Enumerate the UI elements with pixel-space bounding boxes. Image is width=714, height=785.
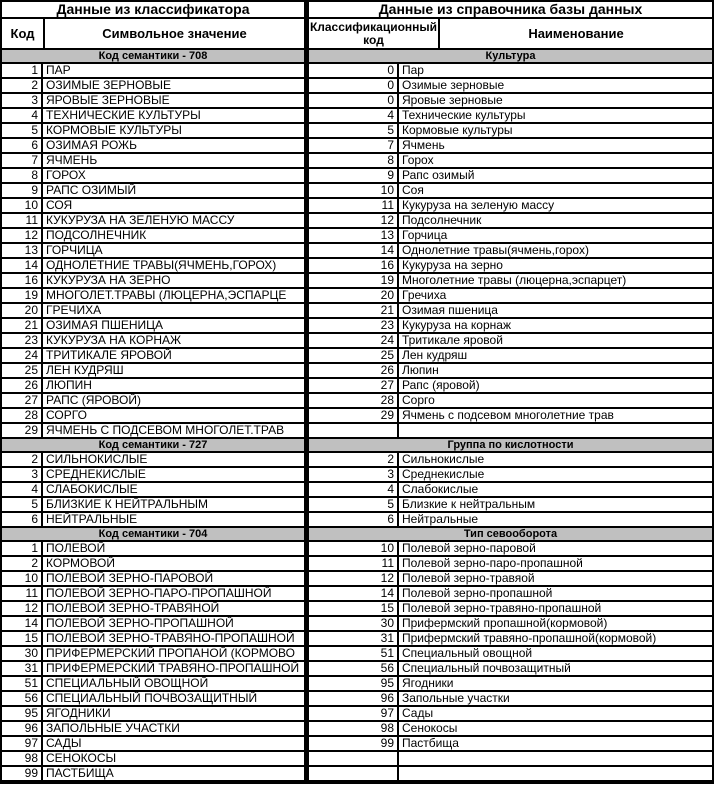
code-cell: 8	[2, 169, 43, 182]
code-cell: 23	[309, 319, 399, 332]
table-row[interactable]	[2, 692, 304, 707]
table-row[interactable]	[2, 319, 304, 334]
table-row[interactable]	[2, 184, 304, 199]
code-cell: 96	[2, 722, 43, 735]
table-row[interactable]	[309, 647, 712, 662]
code-cell: 98	[2, 752, 43, 765]
section-header: Код семантики - 708	[2, 50, 304, 64]
table-row[interactable]	[2, 767, 304, 782]
table-row[interactable]	[309, 109, 712, 124]
table-row[interactable]	[309, 617, 712, 632]
value-cell: КОРМОВЫЕ КУЛЬТУРЫ	[46, 124, 182, 137]
value-cell: ПРИФЕРМЕРСКИЙ ПРОПАНОЙ (КОРМОВО	[46, 647, 295, 660]
table-row[interactable]	[2, 289, 304, 304]
table-row[interactable]	[309, 662, 712, 677]
table-row[interactable]	[309, 244, 712, 259]
value-cell: Специальный почвозащитный	[402, 662, 571, 675]
table-row[interactable]	[2, 647, 304, 662]
code-cell: 11	[309, 557, 399, 570]
table-row[interactable]	[309, 632, 712, 647]
value-cell: ПОДСОЛНЕЧНИК	[46, 229, 147, 242]
table-row[interactable]	[2, 334, 304, 349]
value-cell: Полевой зерно-травяно-пропашной	[402, 602, 602, 615]
table-row[interactable]	[309, 184, 712, 199]
value-cell: СОЯ	[46, 199, 73, 212]
value-cell: Запольные участки	[402, 692, 510, 705]
value-cell: Специальный овощной	[402, 647, 533, 660]
value-cell: ЗАПОЛЬНЫЕ УЧАСТКИ	[46, 722, 180, 735]
table-row[interactable]	[2, 424, 304, 439]
value-cell: ПАСТБИЩА	[46, 767, 114, 780]
value-cell: ТРИТИКАЛЕ ЯРОВОЙ	[46, 349, 172, 362]
table-row[interactable]	[2, 722, 304, 737]
code-cell: 0	[309, 64, 399, 77]
table-row[interactable]	[309, 483, 712, 498]
table-row[interactable]	[309, 274, 712, 289]
database-panel-title: Данные из справочника базы данных	[309, 2, 712, 19]
table-row[interactable]	[309, 94, 712, 109]
value-cell: ЯГОДНИКИ	[46, 707, 111, 720]
table-row[interactable]	[2, 483, 304, 498]
value-cell: Люпин	[402, 364, 439, 377]
table-row[interactable]	[2, 632, 304, 647]
code-cell: 14	[309, 244, 399, 257]
value-cell: СИЛЬНОКИСЛЫЕ	[46, 453, 148, 466]
value-cell: Сорго	[402, 394, 435, 407]
code-cell: 7	[2, 154, 43, 167]
code-cell: 97	[309, 707, 399, 720]
code-cell: 24	[309, 334, 399, 347]
table-row[interactable]	[2, 154, 304, 169]
code-cell: 21	[2, 319, 43, 332]
code-cell: 11	[309, 199, 399, 212]
table-row[interactable]	[309, 722, 712, 737]
table-row[interactable]	[309, 124, 712, 139]
value-cell: ГОРОХ	[46, 169, 86, 182]
code-cell: 19	[2, 289, 43, 302]
code-cell: 10	[2, 199, 43, 212]
value-cell: Пастбища	[402, 737, 459, 750]
code-cell: 4	[309, 483, 399, 496]
code-cell: 13	[2, 244, 43, 257]
code-cell: 29	[2, 424, 43, 437]
table-row[interactable]	[2, 94, 304, 109]
value-cell: Кукуруза на корнаж	[402, 319, 511, 332]
value-cell: Ячмень	[402, 139, 445, 152]
value-cell: Прифермский травяно-пропашной(кормовой)	[402, 632, 657, 645]
value-cell: САДЫ	[46, 737, 82, 750]
value-cell: СОРГО	[46, 409, 87, 422]
value-cell: Озимая пшеница	[402, 304, 498, 317]
code-cell: 15	[2, 632, 43, 645]
code-cell: 27	[309, 379, 399, 392]
table-row[interactable]	[309, 364, 712, 379]
table-row[interactable]	[309, 557, 712, 572]
table-row[interactable]	[2, 677, 304, 692]
code-cell: 26	[309, 364, 399, 377]
code-cell: 96	[309, 692, 399, 705]
table-row[interactable]	[2, 124, 304, 139]
code-cell: 6	[2, 139, 43, 152]
table-row[interactable]	[2, 259, 304, 274]
table-row[interactable]	[2, 468, 304, 483]
value-cell: КУКУРУЗА НА ЗЕРНО	[46, 274, 171, 287]
code-cell: 29	[309, 409, 399, 422]
value-cell: ПОЛЕВОЙ ЗЕРНО-ТРАВЯНО-ПРОПАШНОЙ	[46, 632, 295, 645]
code-cell: 3	[309, 468, 399, 481]
table-row[interactable]	[2, 498, 304, 513]
value-cell: Пар	[402, 64, 424, 77]
table-row[interactable]	[2, 542, 304, 557]
value-cell: Кукуруза на зерно	[402, 259, 503, 272]
table-row[interactable]	[2, 557, 304, 572]
code-cell: 14	[2, 617, 43, 630]
code-cell: 99	[2, 767, 43, 780]
table-row[interactable]	[2, 244, 304, 259]
code-cell: 95	[309, 677, 399, 690]
code-cell: 10	[309, 184, 399, 197]
code-cell: 25	[309, 349, 399, 362]
code-cell: 1	[2, 64, 43, 77]
value-cell: Кормовые культуры	[402, 124, 513, 137]
value-cell: ЯЧМЕНЬ	[46, 154, 98, 167]
value-cell: Сады	[402, 707, 434, 720]
value-cell: ЛЕН КУДРЯШ	[46, 364, 124, 377]
section-header: Группа по кислотности	[309, 439, 712, 453]
table-row[interactable]	[2, 572, 304, 587]
code-cell: 12	[309, 572, 399, 585]
table-row[interactable]	[309, 572, 712, 587]
value-cell: ПОЛЕВОЙ ЗЕРНО-ТРАВЯНОЙ	[46, 602, 220, 615]
code-cell: 6	[2, 513, 43, 526]
value-cell: ПОЛЕВОЙ ЗЕРНО-ПРОПАШНОЙ	[46, 617, 234, 630]
code-cell: 2	[309, 453, 399, 466]
code-cell: 5	[309, 498, 399, 511]
table-row[interactable]	[309, 542, 712, 557]
code-cell: 10	[2, 572, 43, 585]
value-cell: Полевой зерно-травяой	[402, 572, 535, 585]
code-cell: 56	[2, 692, 43, 705]
table-row[interactable]	[309, 379, 712, 394]
table-row[interactable]	[309, 154, 712, 169]
code-cell: 13	[309, 229, 399, 242]
code-cell: 4	[2, 109, 43, 122]
table-row[interactable]	[309, 707, 712, 722]
classifier-col-header-value: Символьное значение	[102, 26, 247, 41]
value-cell: Горох	[402, 154, 434, 167]
table-row[interactable]	[2, 587, 304, 602]
code-cell: 20	[309, 289, 399, 302]
value-cell: ГРЕЧИХА	[46, 304, 102, 317]
value-cell: Кукуруза на зеленую массу	[402, 199, 555, 212]
classifier-panel-title: Данные из классификатора	[2, 2, 304, 19]
code-cell: 27	[2, 394, 43, 407]
code-cell: 28	[2, 409, 43, 422]
code-cell: 2	[2, 79, 43, 92]
table-row[interactable]	[309, 602, 712, 617]
table-row[interactable]	[2, 707, 304, 722]
code-cell: 30	[309, 617, 399, 630]
value-cell: Тритикале яровой	[402, 334, 503, 347]
table-row[interactable]	[309, 692, 712, 707]
value-cell: ТЕХНИЧЕСКИЕ КУЛЬТУРЫ	[46, 109, 201, 122]
code-cell: 25	[2, 364, 43, 377]
value-cell: ПОЛЕВОЙ	[46, 542, 106, 555]
table-row[interactable]	[2, 349, 304, 364]
code-cell: 19	[309, 274, 399, 287]
code-cell: 51	[309, 647, 399, 660]
value-cell: МНОГОЛЕТ.ТРАВЫ (ЛЮЦЕРНА,ЭСПАРЦЕ	[46, 289, 287, 302]
table-row[interactable]	[309, 349, 712, 364]
code-cell: 0	[309, 94, 399, 107]
table-row[interactable]	[2, 364, 304, 379]
classifier-col-header-code: Код	[2, 19, 45, 48]
code-cell: 26	[2, 379, 43, 392]
code-cell: 30	[2, 647, 43, 660]
code-cell: 14	[309, 587, 399, 600]
code-cell: 56	[309, 662, 399, 675]
value-cell: Среднекислые	[402, 468, 485, 481]
table-row[interactable]	[2, 139, 304, 154]
value-cell: ПОЛЕВОЙ ЗЕРНО-ПАРО-ПРОПАШНОЙ	[46, 587, 272, 600]
code-cell: 10	[309, 542, 399, 555]
table-row[interactable]	[309, 79, 712, 94]
table-row[interactable]	[2, 662, 304, 677]
table-row[interactable]	[2, 379, 304, 394]
value-cell: ОЗИМАЯ РОЖЬ	[46, 139, 137, 152]
table-row[interactable]	[2, 274, 304, 289]
code-cell: 11	[2, 587, 43, 600]
value-cell: ПОЛЕВОЙ ЗЕРНО-ПАРОВОЙ	[46, 572, 214, 585]
code-cell: 2	[2, 453, 43, 466]
code-cell: 5	[309, 124, 399, 137]
table-row[interactable]	[2, 304, 304, 319]
value-cell: Горчица	[402, 229, 448, 242]
table-row[interactable]	[309, 424, 712, 439]
value-cell: РАПС ОЗИМЫЙ	[46, 184, 137, 197]
value-cell: Озимые зерновые	[402, 79, 505, 92]
value-cell: Яровые зерновые	[402, 94, 503, 107]
value-cell: Полевой зерно-паро-пропашной	[402, 557, 583, 570]
table-row[interactable]	[2, 737, 304, 752]
table-row[interactable]	[309, 453, 712, 468]
value-cell: Лен кудряш	[402, 349, 468, 362]
value-cell	[399, 767, 712, 780]
table-row[interactable]	[2, 513, 304, 528]
value-cell: Ягодники	[402, 677, 454, 690]
table-row[interactable]	[2, 109, 304, 124]
table-row[interactable]	[2, 214, 304, 229]
value-cell: Нейтральные	[402, 513, 479, 526]
code-cell	[309, 424, 399, 437]
table-row[interactable]	[309, 468, 712, 483]
table-row[interactable]	[309, 498, 712, 513]
table-row[interactable]	[309, 139, 712, 154]
code-cell: 2	[2, 557, 43, 570]
classifier-column-headers	[2, 19, 304, 50]
value-cell: Рапс озимый	[402, 169, 475, 182]
table-row[interactable]	[309, 767, 712, 782]
code-cell: 0	[309, 79, 399, 92]
section-header: Код семантики - 727	[2, 439, 304, 453]
value-cell: ПРИФЕРМЕРСКИЙ ТРАВЯНО-ПРОПАШНОЙ	[46, 662, 300, 675]
value-cell: Ячмень с подсевом многолетние трав	[402, 409, 614, 422]
table-row[interactable]	[2, 229, 304, 244]
table-row[interactable]	[309, 319, 712, 334]
code-cell: 7	[309, 139, 399, 152]
code-cell: 5	[2, 498, 43, 511]
code-cell: 97	[2, 737, 43, 750]
value-cell: Полевой зерно-пропашной	[402, 587, 553, 600]
table-row[interactable]	[309, 737, 712, 752]
code-cell: 31	[309, 632, 399, 645]
code-cell: 8	[309, 154, 399, 167]
code-cell: 9	[309, 169, 399, 182]
table-row[interactable]	[309, 229, 712, 244]
code-cell: 4	[2, 483, 43, 496]
table-row[interactable]	[2, 79, 304, 94]
value-cell: Многолетние травы (люцерна,эспарцет)	[402, 274, 627, 287]
code-cell: 28	[309, 394, 399, 407]
table-row[interactable]	[2, 169, 304, 184]
code-cell	[309, 752, 399, 765]
code-cell: 4	[309, 109, 399, 122]
code-cell: 3	[2, 468, 43, 481]
classifier-panel	[2, 2, 304, 782]
table-row[interactable]	[2, 453, 304, 468]
code-cell: 51	[2, 677, 43, 690]
table-row[interactable]	[2, 394, 304, 409]
table-row[interactable]	[309, 64, 712, 79]
code-cell: 21	[309, 304, 399, 317]
code-cell: 95	[2, 707, 43, 720]
table-row[interactable]	[309, 214, 712, 229]
database-col-header-name: Наименование	[528, 26, 624, 41]
code-cell: 12	[2, 229, 43, 242]
code-cell: 3	[2, 94, 43, 107]
table-row[interactable]	[309, 199, 712, 214]
code-cell: 20	[2, 304, 43, 317]
section-header: Культура	[309, 50, 712, 64]
value-cell: КУКУРУЗА НА ЗЕЛЕНУЮ МАССУ	[46, 214, 235, 227]
value-cell: Слабокислые	[402, 483, 479, 496]
code-cell: 31	[2, 662, 43, 675]
value-cell: ГОРЧИЦА	[46, 244, 103, 257]
code-cell: 23	[2, 334, 43, 347]
code-cell: 14	[2, 259, 43, 272]
code-cell: 11	[2, 214, 43, 227]
value-cell: ОЗИМЫЕ ЗЕРНОВЫЕ	[46, 79, 172, 92]
value-cell: ЯРОВЫЕ ЗЕРНОВЫЕ	[46, 94, 170, 107]
value-cell: Прифермский пропашной(кормовой)	[402, 617, 608, 630]
value-cell: ЛЮПИН	[46, 379, 92, 392]
value-cell: КУКУРУЗА НА КОРНАЖ	[46, 334, 182, 347]
classifier-rows	[2, 50, 304, 782]
value-cell: Сильнокислые	[402, 453, 485, 466]
database-column-headers	[309, 19, 712, 50]
table-row[interactable]	[2, 409, 304, 424]
code-cell: 12	[309, 214, 399, 227]
value-cell	[399, 752, 712, 765]
code-cell: 1	[2, 542, 43, 555]
table-row[interactable]	[2, 199, 304, 214]
table-row[interactable]	[309, 513, 712, 528]
code-cell: 16	[2, 274, 43, 287]
code-cell	[309, 767, 399, 780]
section-header: Тип севооборота	[309, 528, 712, 542]
value-cell: РАПС (ЯРОВОЙ)	[46, 394, 141, 407]
code-cell: 9	[2, 184, 43, 197]
value-cell	[399, 424, 712, 437]
value-cell: ПАР	[46, 64, 71, 77]
value-cell: ЯЧМЕНЬ С ПОДСЕВОМ МНОГОЛЕТ.ТРАВ	[46, 424, 285, 437]
value-cell: Гречиха	[402, 289, 447, 302]
table-row[interactable]	[2, 64, 304, 79]
table-row[interactable]	[2, 752, 304, 767]
value-cell: СЕНОКОСЫ	[46, 752, 117, 765]
value-cell: ОДНОЛЕТНИЕ ТРАВЫ(ЯЧМЕНЬ,ГОРОХ)	[46, 259, 277, 272]
value-cell: СРЕДНЕКИСЛЫЕ	[46, 468, 146, 481]
value-cell: Близкие к нейтральным	[402, 498, 536, 511]
code-cell: 99	[309, 737, 399, 750]
table-row[interactable]	[2, 602, 304, 617]
table-row[interactable]	[309, 394, 712, 409]
table-row[interactable]	[309, 587, 712, 602]
code-cell: 24	[2, 349, 43, 362]
value-cell: СПЕЦИАЛЬНЫЙ ОВОЩНОЙ	[46, 677, 209, 690]
value-cell: СПЕЦИАЛЬНЫЙ ПОЧВОЗАЩИТНЫЙ	[46, 692, 258, 705]
code-cell: 16	[309, 259, 399, 272]
value-cell: НЕЙТРАЛЬНЫЕ	[46, 513, 138, 526]
table-row[interactable]	[309, 259, 712, 274]
value-cell: Соя	[402, 184, 424, 197]
value-cell: Однолетние травы(ячмень,горох)	[402, 244, 589, 257]
value-cell: Рапс (яровой)	[402, 379, 480, 392]
table-row[interactable]	[309, 169, 712, 184]
value-cell: Полевой зерно-паровой	[402, 542, 536, 555]
section-header: Код семантики - 704	[2, 528, 304, 542]
code-cell: 98	[309, 722, 399, 735]
database-col-header-code: Классификационный код	[309, 19, 440, 48]
table-row[interactable]	[2, 617, 304, 632]
code-cell: 5	[2, 124, 43, 137]
value-cell: Подсолнечник	[402, 214, 482, 227]
code-cell: 6	[309, 513, 399, 526]
value-cell: Сенокосы	[402, 722, 458, 735]
database-panel	[309, 2, 712, 782]
database-rows	[309, 50, 712, 782]
value-cell: ОЗИМАЯ ПШЕНИЦА	[46, 319, 164, 332]
value-cell: БЛИЗКИЕ К НЕЙТРАЛЬНЫМ	[46, 498, 209, 511]
table-row[interactable]	[309, 409, 712, 424]
code-cell: 12	[2, 602, 43, 615]
table-row[interactable]	[309, 334, 712, 349]
table-row[interactable]	[309, 752, 712, 767]
value-cell: КОРМОВОЙ	[46, 557, 115, 570]
table-row[interactable]	[309, 304, 712, 319]
table-row[interactable]	[309, 677, 712, 692]
value-cell: СЛАБОКИСЛЫЕ	[46, 483, 138, 496]
value-cell: Технические культуры	[402, 109, 526, 122]
code-cell: 15	[309, 602, 399, 615]
table-row[interactable]	[309, 289, 712, 304]
